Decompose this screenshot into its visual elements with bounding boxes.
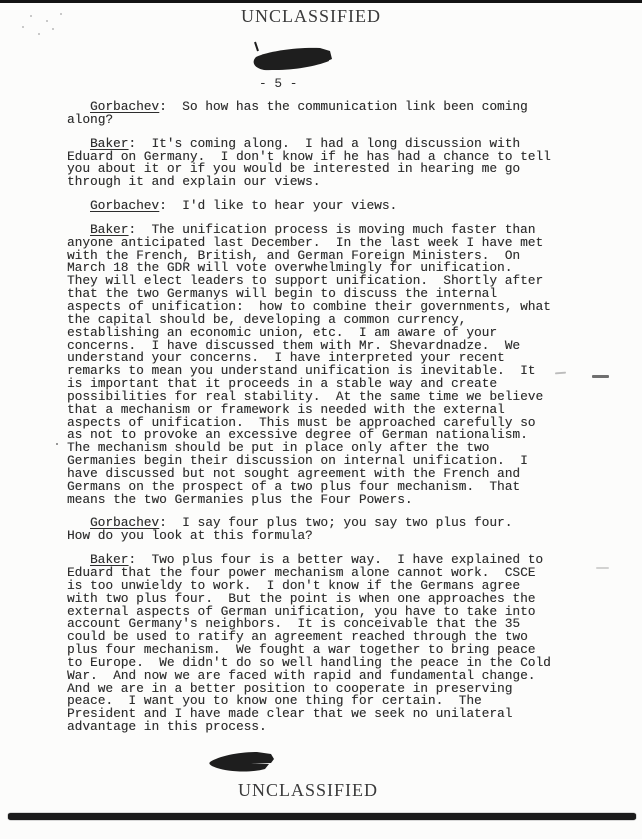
- redaction-mark-top-icon: [246, 38, 338, 78]
- scan-speck: [30, 15, 32, 17]
- transcript-paragraph: Gorbachev: I say four plus two; you say two plus four. How do you look at this formula?: [67, 515, 513, 544]
- speaker-name: Baker: [90, 221, 129, 237]
- speaker-name: Gorbachev: [90, 515, 160, 531]
- scan-edge-bar-top: [0, 0, 642, 3]
- scan-speck: [60, 13, 62, 15]
- margin-dot: [56, 443, 58, 445]
- classification-header: UNCLASSIFIED: [241, 6, 382, 26]
- transcript-paragraph: Baker: It's coming along. I had a long discussion with Eduard on Germany. I don't know if he has had a chance to tell you about it or if you would be interested in hearing me go through it and explain our views.: [67, 135, 551, 190]
- classification-footer: UNCLASSIFIED: [238, 780, 379, 800]
- pencil-dash: [592, 375, 609, 378]
- speaker-name: Baker: [90, 135, 129, 151]
- transcript: [67, 101, 587, 745]
- transcript-paragraph: Gorbachev: I'd like to hear your views.: [90, 198, 398, 214]
- speaker-name: Baker: [90, 552, 129, 568]
- scan-speck: [46, 20, 48, 22]
- scan-edge-bar-bottom: [8, 813, 636, 820]
- pencil-dash: [596, 567, 609, 569]
- scan-speck: [22, 26, 24, 28]
- transcript-paragraph: Gorbachev: So how has the communication link been coming along?: [67, 99, 528, 127]
- transcript-paragraph: Baker: The unification process is moving much faster than anyone anticipated last December. In the last week I have met with the French, British, and German Foreign Ministers. On March 18 the GDR will vote overwhelmingly for unification. They will elect leaders to support unification. Shortly after that the two Germanys will begin to discuss the internal aspects of unification: how to combine their governments, what the capital should be, developing a common currency, establishing an economic union, etc. I am aware of your concerns. I have discussed them with Mr. Shevardnadze. We understand your concerns. I have interpreted your recent remarks to mean you understand unification is inevitable. It is important that it proceeds in a stable way and create possibilities for real stability. At the same time we believe that a mechanism or framework is needed with the external aspects of unification. This must be approached carefully so as not to provoke an excessive degree of German nationalism. The mechanism should be put in place only after the two Germanies begin their discussion on internal unification. I have discussed but not sought agreement with the French and Germans on the prospect of a two plus four mechanism. That means the two Germanies plus the Four Powers.: [67, 221, 551, 507]
- speaker-name: Gorbachev: [90, 99, 160, 114]
- redaction-mark-bottom-icon: [205, 746, 281, 778]
- scan-speck: [38, 33, 40, 35]
- transcript-paragraph: Baker: Two plus four is a better way. I have explained to Eduard that the four power mechanism alone cannot work. CSCE is too unwieldy to work. I don't know if the Germans agree with two plus four. But the point is when one approaches the external aspects of German unification, you have to take into account Germany's neighbors. It is conceivable that the 35 could be used to ratify an agreement reached through the two plus four mechanism. We fought a war together to bring peace to Europe. We didn't do so well handling the peace in the Cold War. And now we are faced with rapid and fundamental change. And we are in a better position to cooperate in preserving peace. I want you to know one thing for certain. The President and I have made clear that we seek no unilateral advantage in this process.: [67, 552, 551, 735]
- scan-speck: [52, 28, 54, 30]
- page-number: - 5 -: [259, 76, 298, 91]
- speaker-name: Gorbachev: [90, 198, 160, 214]
